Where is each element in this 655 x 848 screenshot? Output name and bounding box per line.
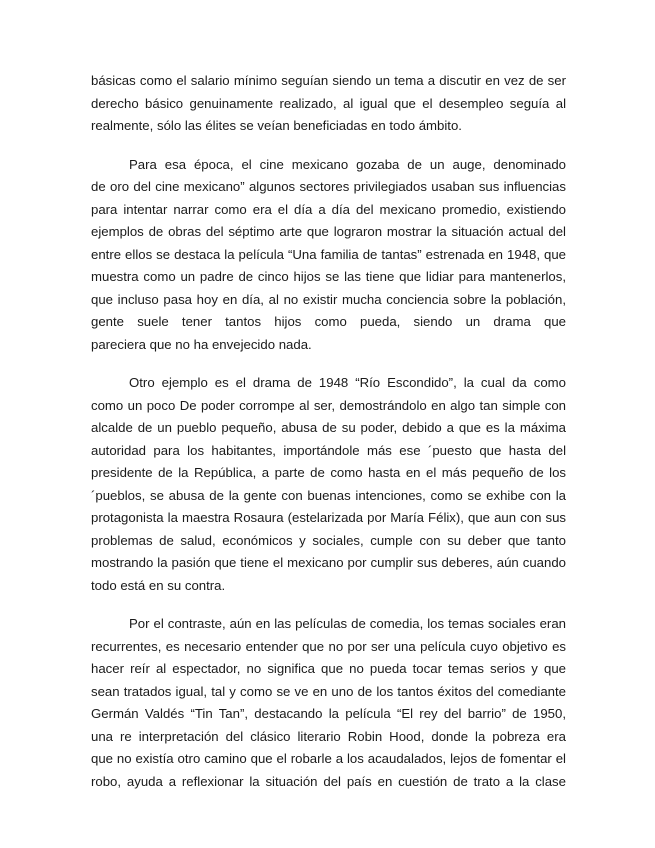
text-line: robo, ayuda a reflexionar la situación del país en cuestión de trato a la clase: [91, 773, 566, 789]
text-line: autoridad para los habitantes, importándole más ese ´puesto que hasta del: [91, 442, 566, 458]
text-line: pareciera que no ha envejecido nada.: [91, 336, 312, 352]
text-line: problemas de salud, económicos y sociales, cumple con su deber que tanto: [91, 532, 566, 548]
text-line: Por el contraste, aún en las películas de comedia, los temas sociales eran: [129, 616, 566, 631]
text-line: que no existía otro camino que el robarle a los acaudalados, lejos de fomentar el: [91, 751, 566, 766]
paragraph-4: [91, 613, 566, 793]
text-line: entre ellos se destaca la película “Una familia de tantas” estrenada en 1948, que: [91, 246, 566, 262]
paragraph-2: [91, 154, 566, 357]
text-line: protagonista la maestra Rosaura (estelarizada por María Félix), que aun con sus: [91, 510, 566, 525]
text-line: ejemplos de obras del séptimo arte que lograron mostrar la situación actual del: [91, 224, 566, 239]
text-line: para intentar narrar como era el día a día del mexicano promedio, existiendo: [91, 201, 566, 217]
text-line: gente suele tener tantos hijos como pueda, siendo un drama que: [91, 314, 566, 329]
text-line: una re interpretación del clásico literario Robin Hood, donde la pobreza era: [91, 728, 566, 744]
text-line: Otro ejemplo es el drama de 1948 “Río Escondido”, la cual da como: [129, 375, 566, 390]
text-line: muestra como un padre de cinco hijos se las tiene que lidiar para mantenerlos,: [91, 269, 566, 284]
paragraph-3: [91, 372, 566, 597]
text-line: que incluso pasa hoy en día, al no existir mucha conciencia sobre la población,: [91, 291, 566, 307]
text-line: mostrando la pasión que tiene el mexicano por cumplir sus deberes, aún cuando: [91, 555, 566, 570]
text-line: presidente de la República, a parte de como hasta en el más pequeño de los: [91, 465, 566, 480]
text-line: ´pueblos, se abusa de la gente con buenas intenciones, como se exhibe con la: [91, 487, 566, 503]
text-line: derecho básico genuinamente realizado, al igual que el desempleo seguía al: [91, 95, 566, 111]
text-line: sean tratados igual, tal y como se ve en uno de los tantos éxitos del comediante: [91, 683, 566, 699]
text-line: Germán Valdés “Tin Tan”, destacando la película “El rey del barrio” de 1950,: [91, 706, 566, 721]
paragraph-1: [91, 70, 566, 138]
document-page: [91, 70, 566, 809]
text-line: como un poco De poder corrompe al ser, demostrándolo en algo tan simple con: [91, 397, 566, 413]
text-line: realmente, sólo las élites se veían beneficiadas en todo ámbito.: [91, 118, 462, 133]
text-line: de oro del cine mexicano” algunos sectores privilegiados usaban sus influencias: [91, 179, 566, 194]
text-line: básicas como el salario mínimo seguían siendo un tema a discutir en vez de ser: [91, 73, 566, 88]
text-line: alcalde de un pueblo pequeño, abusa de su poder, debido a que es la máxima: [91, 420, 566, 435]
text-line: hacer reír al espectador, no significa que no pueda tocar temas serios y que: [91, 661, 566, 676]
text-line: todo está en su contra.: [91, 577, 226, 593]
text-line: recurrentes, es necesario entender que no por ser una película cuyo objetivo es: [91, 638, 566, 654]
text-line: Para esa época, el cine mexicano gozaba de un auge, denominado: [129, 156, 566, 172]
